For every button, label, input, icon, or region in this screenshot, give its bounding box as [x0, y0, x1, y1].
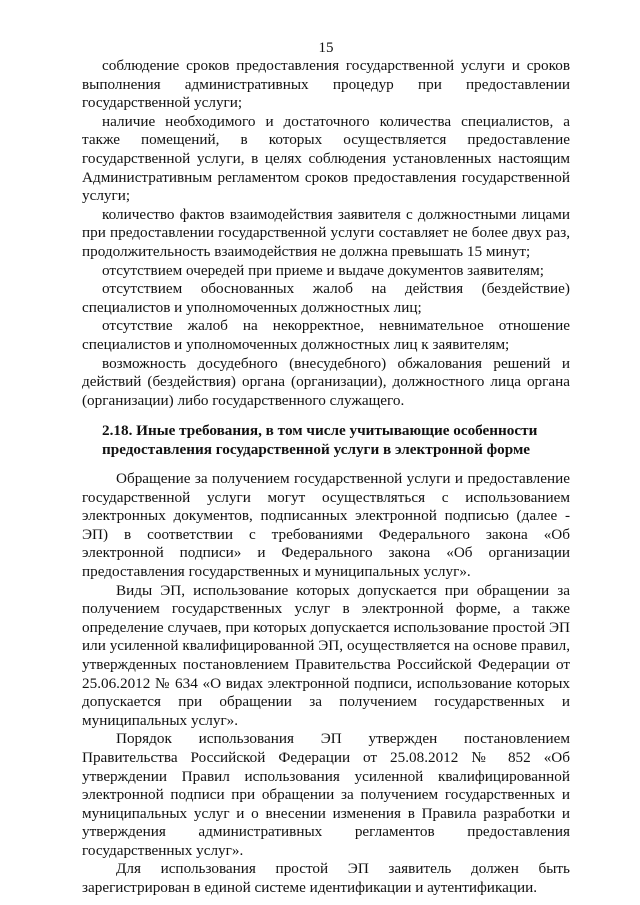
quality-criteria-list [82, 57, 570, 410]
list-item: отсутствием обоснованных жалоб на действия (бездействие) специалистов и уполномоченных должностных лиц; [82, 280, 570, 316]
paragraph: Для использования простой ЭП заявитель должен быть зарегистрирован в единой системе идентификации и аутентификации. [82, 860, 570, 897]
list-item: отсутствие жалоб на некорректное, невнимательное отношение специалистов и уполномоченных должностных лиц к заявителям; [82, 317, 570, 353]
paragraph: Обращение за получением государственной услуги и предоставление государственной услуги могут осуществляться с использованием электронных документов, подписанных электронной подписью (далее - ЭП) в соответствии с требованиями Федерального закона «Об электронной подписи» и Федерального закона «Об организации предоставления государственных и муниципальных услуг». [82, 470, 570, 580]
paragraph: Порядок использования ЭП утвержден постановлением Правительства Российской Федерации от 25.08.2012 № 852 «Об утверждении Правил использования усиленной квалифицированной электронной подписи при обращении за получением государственных и муниципальных услуг и о внесении изменения в Правила разработки и утверждения административных регламентов предоставления государственных услуг». [82, 730, 570, 859]
paragraph: Виды ЭП, использование которых допускается при обращении за получением государственных услуг в электронной форме, а также определение случаев, при которых допускается использование простой ЭП или усиленной квалифицированной ЭП, осуществляется на основе правил, утвержденных постановлением Правительства Российской Федерации от 25.06.2012 № 634 «О видах электронной подписи, использование которых допускается при обращении за получением государственных и муниципальных услуг». [82, 581, 570, 729]
page-number: 15 [318, 40, 334, 56]
list-item: количество фактов взаимодействия заявителя с должностными лицами при предоставлении государственной услуги составляет не более двух раз, продолжительность взаимодействия не должна превышать 15 минут; [82, 205, 570, 260]
list-item: соблюдение сроков предоставления государственной услуги и сроков выполнения административных процедур при предоставлении государственной услуги; [82, 57, 570, 112]
list-item: наличие необходимого и достаточного количества специалистов, а также помещений, в которых осуществляется предоставление государственной услуги, в целях соблюдения установленных настоящим Административным регламентом сроков предоставления государственной услуги; [82, 112, 570, 205]
section-body [82, 470, 570, 898]
section-heading: 2.18. Иные требования, в том числе учитывающие особенности предоставления государственной услуги в электронной форме [102, 422, 538, 458]
list-item: отсутствием очередей при приеме и выдаче документов заявителям; [102, 261, 544, 279]
list-item: возможность досудебного (внесудебного) обжалования решений и действий (бездействия) органа (организации), должностного лица органа (организации) либо государственного служащего. [82, 354, 570, 409]
document-page [82, 0, 570, 905]
